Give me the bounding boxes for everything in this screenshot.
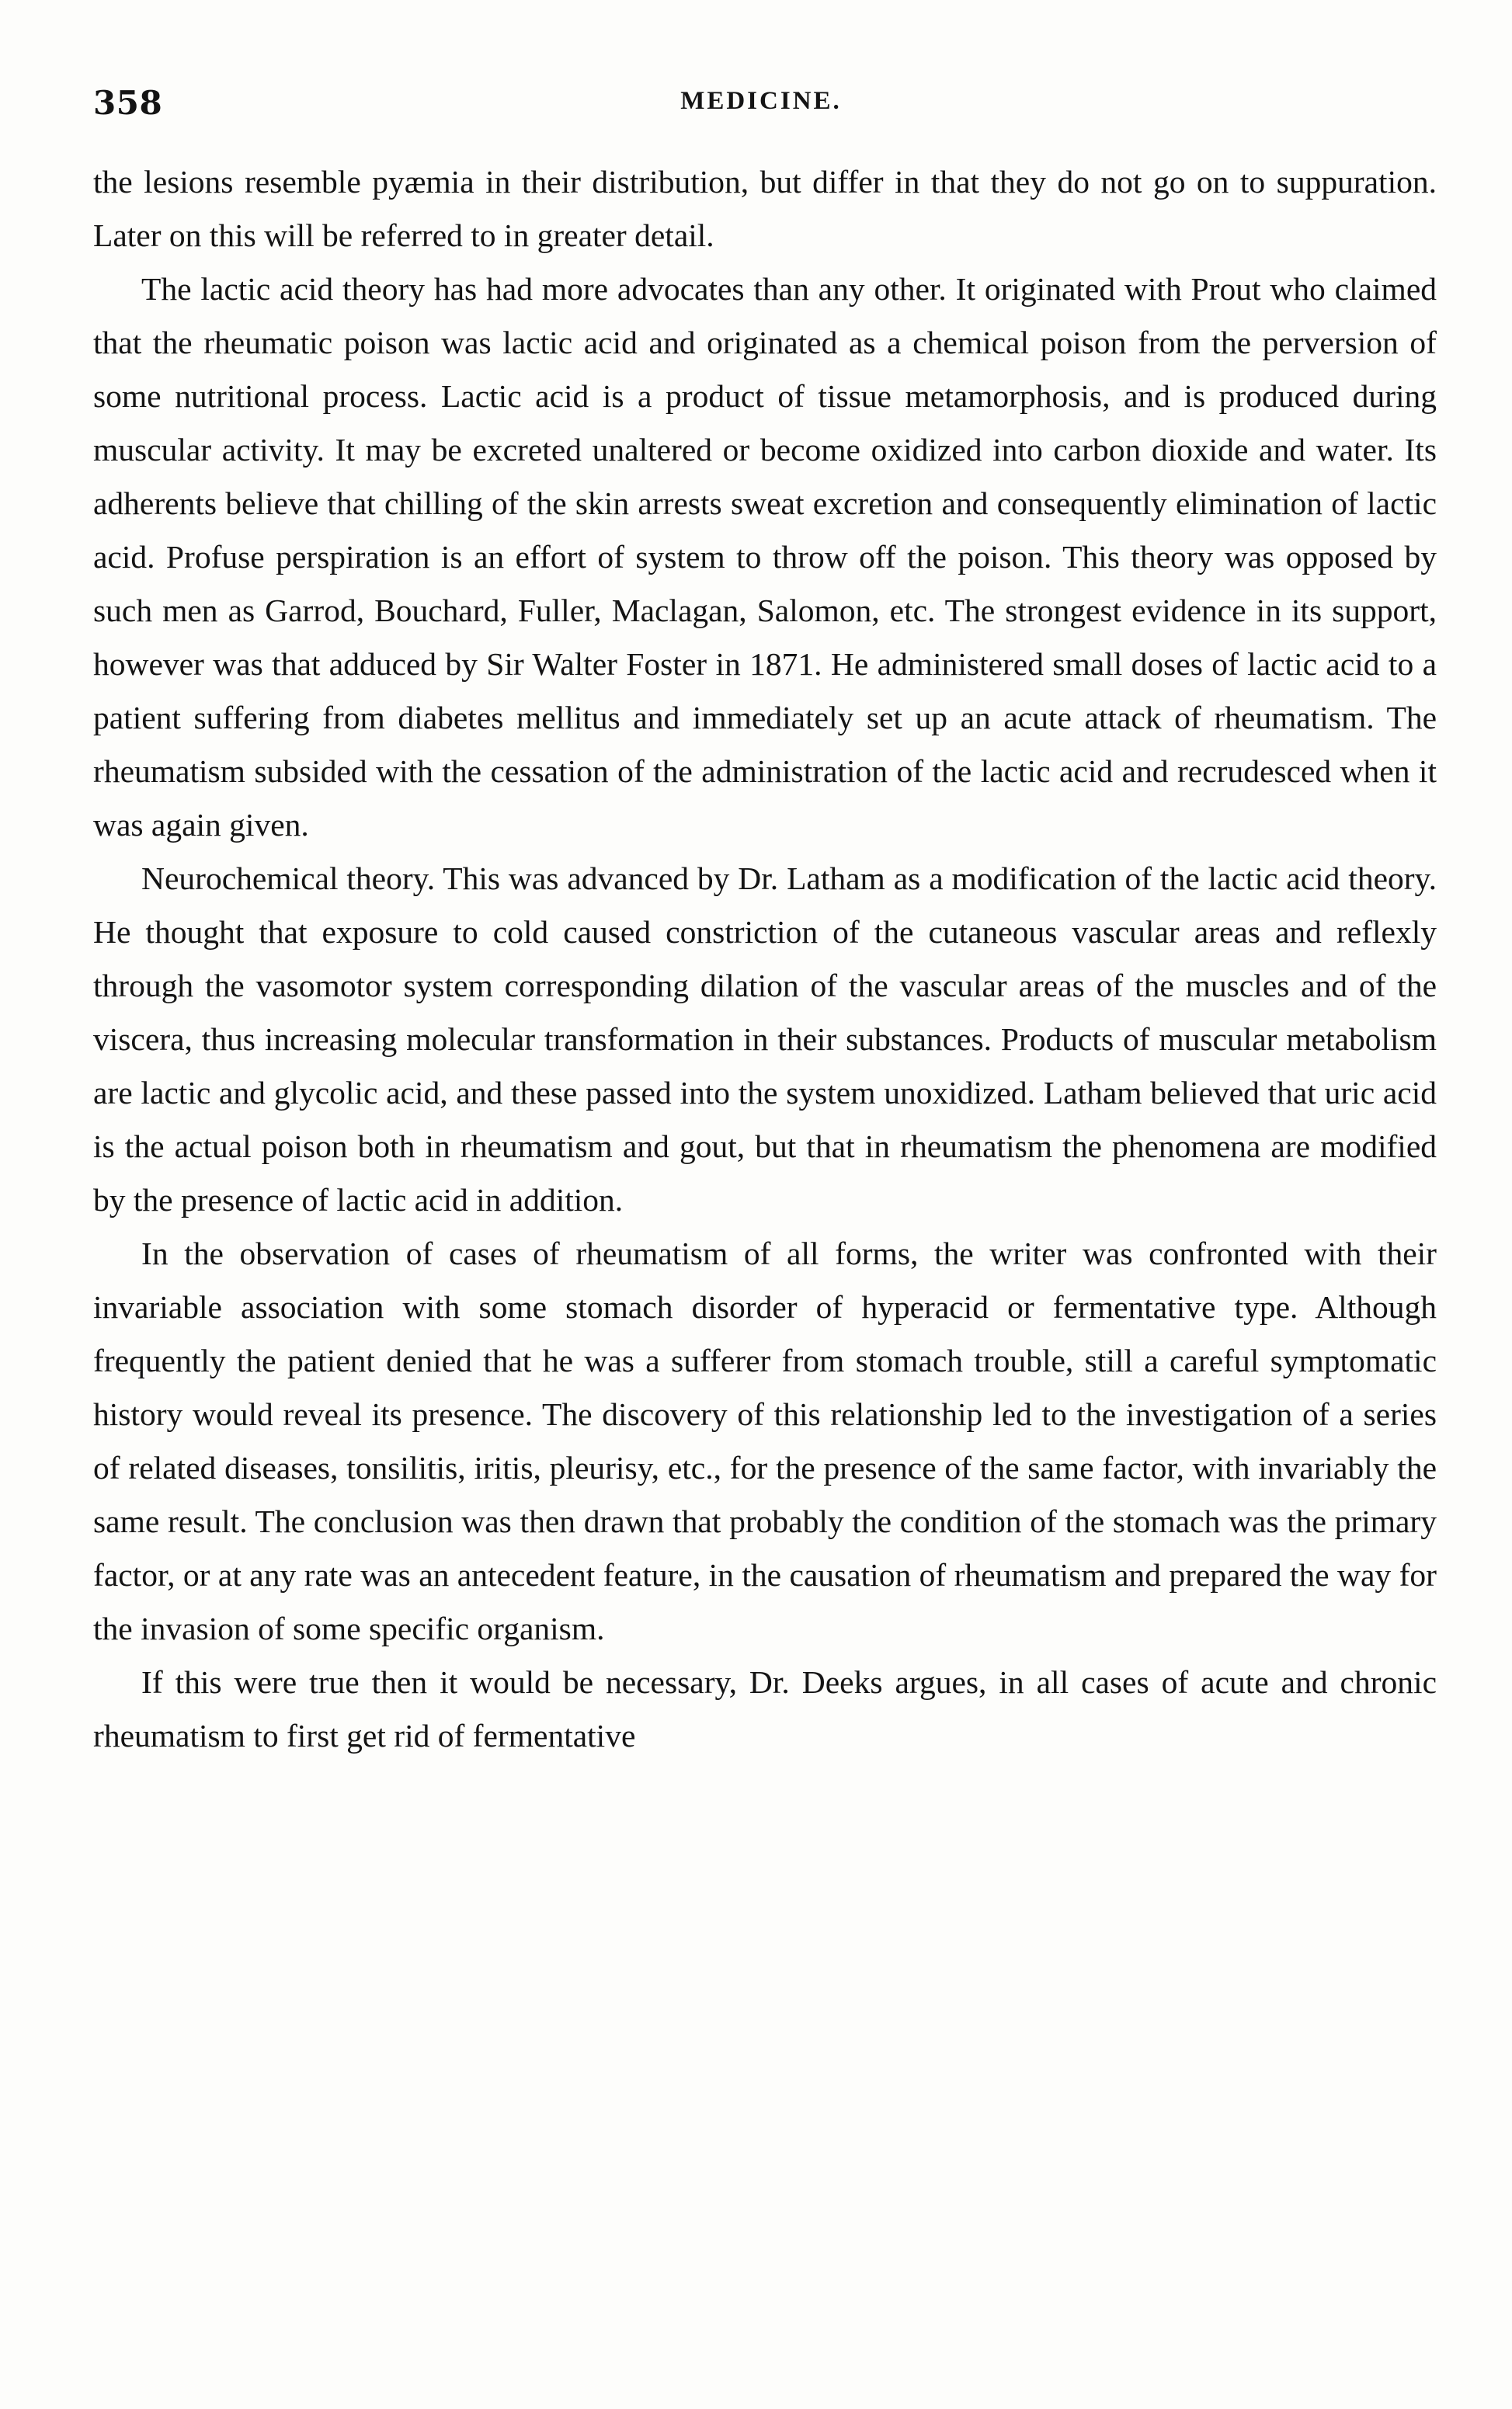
running-head: MEDICINE.	[680, 87, 842, 115]
paragraph-stomach-observation: In the observation of cases of rheumatism of all forms, the writer was confronted with their invariable association with some stomach disorder of hyperacid or fermentative type. Although frequently the patient denied that he was a sufferer from stomach trouble, still a careful symptomatic history would reveal its presence. The discovery of this relationship led to the investigation of a series of related diseases, tonsilitis, iritis, pleurisy, etc., for the presence of the same factor, with invariably the same result. The conclusion was then drawn that probably the condition of the stomach was the primary factor, or at any rate was an antecedent feature, in the causation of rheumatism and prepared the way for the invasion of some specific organism.	[93, 1236, 1437, 1646]
paragraph-continued: the lesions resemble pyæmia in their distribution, but differ in that they do not go on to suppuration. Later on this will be referred to in greater detail.	[93, 164, 1437, 253]
paragraph-deeks-argument: If this were true then it would be necessary, Dr. Deeks argues, in all cases of acute and chronic rheumatism to first get rid of fermentative	[93, 1664, 1437, 1754]
body-text	[93, 155, 1437, 1763]
paragraph-neurochemical-theory: Neurochemical theory. This was advanced by Dr. Latham as a modification of the lactic acid theory. He thought that exposure to cold caused constriction of the cutaneous vascular areas and reflexly through the vasomotor system corresponding dilation of the vascular areas of the muscles and of the viscera, thus increasing molecular transformation in their substances. Products of muscular metabolism are lactic and glycolic acid, and these passed into the system unoxidized. Latham believed that uric acid is the actual poison both in rheumatism and gout, but that in rheumatism the phenomena are modified by the presence of lactic acid in addition.	[93, 860, 1437, 1218]
page-number: 358	[93, 84, 163, 122]
page-header	[93, 84, 1429, 130]
paragraph-lactic-acid-theory: The lactic acid theory has had more advocates than any other. It originated with Prout who claimed that the rheumatic poison was lactic acid and originated as a chemical poison from the perversion of some nutritional process. Lactic acid is a product of tissue metamorphosis, and is produced during muscular activity. It may be excreted unaltered or become oxidized into carbon dioxide and water. Its adherents believe that chilling of the skin arrests sweat excretion and consequently elimination of lactic acid. Profuse perspiration is an effort of system to throw off the poison. This theory was opposed by such men as Garrod, Bouchard, Fuller, Maclagan, Salomon, etc. The strongest evidence in its support, however was that adduced by Sir Walter Foster in 1871. He administered small doses of lactic acid to a patient suffering from diabetes mellitus and immediately set up an acute attack of rheumatism. The rheumatism subsided with the cessation of the administration of the lactic acid and recrudesced when it was again given.	[93, 271, 1437, 843]
